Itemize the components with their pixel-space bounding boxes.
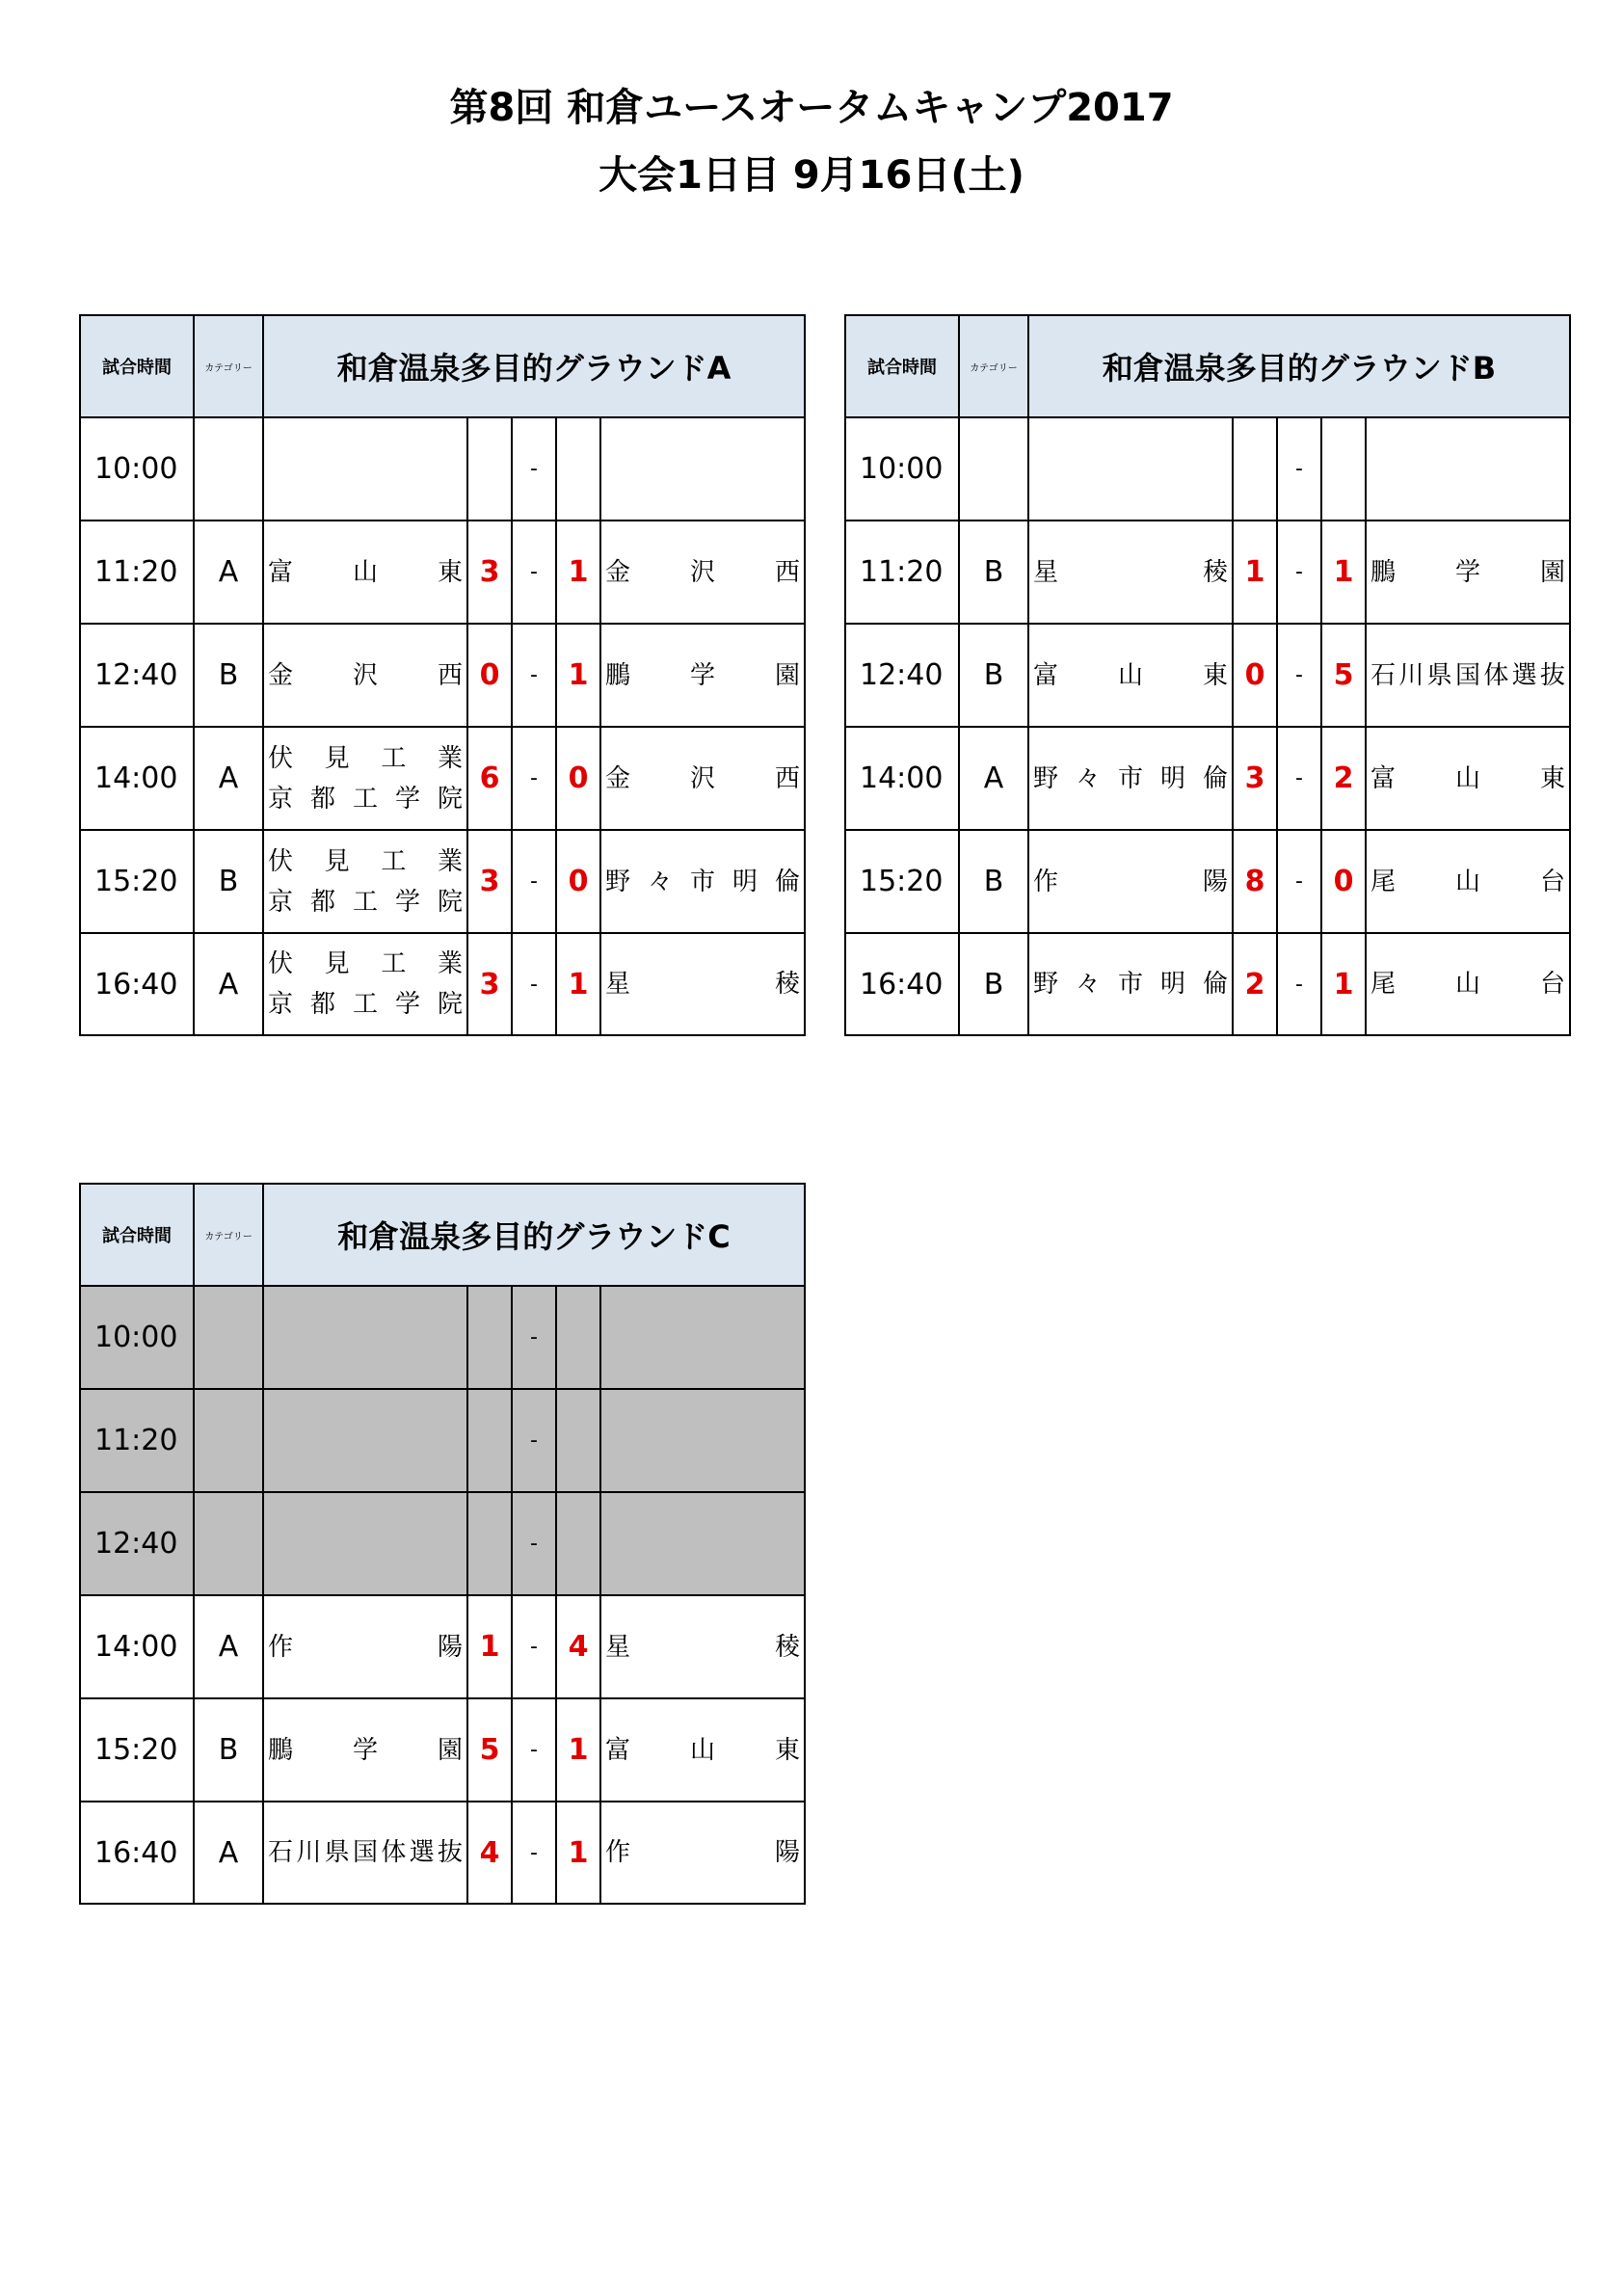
- away-score: [556, 1492, 600, 1595]
- score-separator: -: [512, 830, 556, 933]
- away-score: 1: [556, 933, 600, 1035]
- match-time: 15:20: [845, 830, 959, 933]
- home-team: [263, 1698, 467, 1802]
- match-row: [80, 417, 805, 521]
- team-name: 野 々 市 明 倫: [1033, 970, 1228, 999]
- away-score: 0: [1321, 830, 1366, 933]
- match-row: [845, 830, 1570, 933]
- score-separator: -: [512, 1492, 556, 1595]
- match-row: [80, 1389, 805, 1492]
- home-team: [1028, 727, 1233, 830]
- header-category: カテゴリー: [959, 315, 1028, 417]
- score-separator: -: [1277, 830, 1321, 933]
- team-name: 富 山 東: [1033, 660, 1228, 690]
- page-subtitle: 大会1日目 9月16日(土): [599, 153, 1024, 198]
- away-team: [600, 1389, 805, 1492]
- away-team: [1366, 933, 1570, 1035]
- score-separator: -: [512, 1286, 556, 1389]
- match-category: B: [959, 521, 1028, 624]
- home-score: 8: [1233, 830, 1277, 933]
- header-time: 試合時間: [80, 315, 194, 417]
- match-time: 15:20: [80, 1698, 194, 1802]
- score-separator: -: [512, 1595, 556, 1698]
- match-row: [845, 417, 1570, 521]
- away-team: [600, 521, 805, 624]
- home-team: [1028, 830, 1233, 933]
- home-score: 6: [467, 727, 512, 830]
- home-team: [263, 1389, 467, 1492]
- match-category: A: [194, 1802, 263, 1904]
- match-time: 14:00: [845, 727, 959, 830]
- team-name: 尾 山 台: [1370, 970, 1566, 999]
- score-separator: -: [1277, 933, 1321, 1035]
- match-category: B: [194, 1698, 263, 1802]
- team-name: 富 山 東: [605, 1735, 801, 1765]
- team-name: 金 沢 西: [268, 660, 463, 690]
- away-team: [600, 1595, 805, 1698]
- match-category: [194, 417, 263, 521]
- match-row: [80, 933, 805, 1035]
- header-time: 試合時間: [80, 1184, 194, 1286]
- ground-name: 和倉温泉多目的グラウンドC: [263, 1184, 805, 1286]
- home-score: 1: [467, 1595, 512, 1698]
- team-name: 野 々 市 明 倫: [1033, 763, 1228, 793]
- team-name: 尾 山 台: [1370, 867, 1566, 896]
- score-separator: -: [1277, 624, 1321, 727]
- away-team: [1366, 521, 1570, 624]
- home-team: [1028, 933, 1233, 1035]
- away-score: 1: [556, 1698, 600, 1802]
- away-team: [1366, 624, 1570, 727]
- home-score: 3: [467, 521, 512, 624]
- away-score: 0: [556, 727, 600, 830]
- home-team: [263, 417, 467, 521]
- match-category: B: [959, 933, 1028, 1035]
- away-team: [600, 1698, 805, 1802]
- match-time: 10:00: [845, 417, 959, 521]
- home-score: 5: [467, 1698, 512, 1802]
- home-team: [263, 933, 467, 1035]
- match-row: [845, 624, 1570, 727]
- away-score: [556, 1286, 600, 1389]
- away-team: [600, 624, 805, 727]
- away-score: 1: [556, 624, 600, 727]
- match-category: A: [194, 521, 263, 624]
- away-team: [600, 417, 805, 521]
- match-time: 16:40: [80, 933, 194, 1035]
- home-score: [467, 1389, 512, 1492]
- team-name: 京 都 工 学 院: [268, 990, 463, 1019]
- team-name: 鵬 学 園: [605, 660, 800, 690]
- match-time: 14:00: [80, 1595, 194, 1698]
- home-team: [263, 1286, 467, 1389]
- match-row: [80, 624, 805, 727]
- home-score: 0: [1233, 624, 1277, 727]
- ground-schedule-table: [79, 1183, 806, 1905]
- table-header: [80, 315, 805, 417]
- away-score: 1: [1321, 521, 1366, 624]
- home-score: 3: [1233, 727, 1277, 830]
- team-name: 野 々 市 明 倫: [605, 867, 800, 896]
- ground-name: 和倉温泉多目的グラウンドA: [263, 315, 805, 417]
- header-time: 試合時間: [845, 315, 959, 417]
- away-score: 4: [556, 1595, 600, 1698]
- match-category: A: [194, 1595, 263, 1698]
- away-team: [1366, 830, 1570, 933]
- match-category: [194, 1492, 263, 1595]
- team-name: 作 陽: [268, 1632, 463, 1662]
- team-name: 伏 見 工 業: [268, 846, 463, 876]
- away-score: 1: [556, 1802, 600, 1904]
- team-name: 京 都 工 学 院: [268, 784, 463, 814]
- away-team: [600, 1286, 805, 1389]
- match-time: 15:20: [80, 830, 194, 933]
- match-time: 10:00: [80, 1286, 194, 1389]
- home-team: [263, 1595, 467, 1698]
- home-team: [263, 1802, 467, 1904]
- team-name: 星 稜: [605, 970, 800, 999]
- table-header: [845, 315, 1570, 417]
- match-time: 12:40: [80, 1492, 194, 1595]
- table-header: [80, 1184, 805, 1286]
- ground-schedule-table: [79, 314, 806, 1036]
- team-name: 京 都 工 学 院: [268, 887, 463, 917]
- team-name: 鵬 学 園: [1370, 557, 1566, 587]
- away-team: [600, 1802, 805, 1904]
- home-team: [263, 830, 467, 933]
- match-time: 10:00: [80, 417, 194, 521]
- away-team: [600, 727, 805, 830]
- home-team: [1028, 417, 1233, 521]
- home-team: [263, 727, 467, 830]
- score-separator: -: [512, 521, 556, 624]
- match-row: [845, 521, 1570, 624]
- header-category: カテゴリー: [194, 1184, 263, 1286]
- score-separator: -: [1277, 727, 1321, 830]
- home-score: 3: [467, 933, 512, 1035]
- away-score: [1321, 417, 1366, 521]
- score-separator: -: [1277, 521, 1321, 624]
- home-score: 1: [1233, 521, 1277, 624]
- match-time: 11:20: [80, 1389, 194, 1492]
- home-score: 4: [467, 1802, 512, 1904]
- ground-schedule-table: [844, 314, 1571, 1036]
- match-category: [194, 1286, 263, 1389]
- header-category: カテゴリー: [194, 315, 263, 417]
- match-time: 16:40: [80, 1802, 194, 1904]
- home-team: [263, 624, 467, 727]
- ground-name: 和倉温泉多目的グラウンドB: [1028, 315, 1570, 417]
- team-name: 金 沢 西: [605, 557, 800, 587]
- home-team: [1028, 624, 1233, 727]
- match-category: A: [959, 727, 1028, 830]
- team-name: 星 稜: [1033, 557, 1228, 587]
- team-name: 富 山 東: [1370, 763, 1566, 793]
- team-name: 作 陽: [1033, 867, 1228, 896]
- home-score: 3: [467, 830, 512, 933]
- match-time: 11:20: [845, 521, 959, 624]
- match-time: 11:20: [80, 521, 194, 624]
- match-row: [845, 727, 1570, 830]
- away-score: 1: [556, 521, 600, 624]
- team-name: 星 稜: [605, 1632, 801, 1662]
- home-score: 2: [1233, 933, 1277, 1035]
- score-separator: -: [512, 933, 556, 1035]
- match-category: [194, 1389, 263, 1492]
- score-separator: -: [512, 727, 556, 830]
- match-row: [80, 1802, 805, 1904]
- team-name: 伏 見 工 業: [268, 949, 463, 978]
- match-category: A: [194, 727, 263, 830]
- away-team: [1366, 417, 1570, 521]
- home-score: [467, 1286, 512, 1389]
- match-time: 14:00: [80, 727, 194, 830]
- team-name: 作 陽: [605, 1838, 801, 1867]
- match-row: [80, 521, 805, 624]
- team-name: 鵬 学 園: [268, 1735, 463, 1765]
- match-category: [959, 417, 1028, 521]
- score-separator: -: [512, 1802, 556, 1904]
- team-name: 金 沢 西: [605, 763, 800, 793]
- page-title: 第8回 和倉ユースオータムキャンプ2017: [449, 86, 1174, 130]
- match-time: 12:40: [80, 624, 194, 727]
- match-row: [80, 1698, 805, 1802]
- team-name: 富 山 東: [268, 557, 463, 587]
- match-row: [80, 1595, 805, 1698]
- score-separator: -: [512, 624, 556, 727]
- home-score: [467, 1492, 512, 1595]
- away-score: 2: [1321, 727, 1366, 830]
- home-score: [1233, 417, 1277, 521]
- match-category: B: [959, 830, 1028, 933]
- away-team: [600, 830, 805, 933]
- match-row: [80, 830, 805, 933]
- team-name: 石 川 県 国 体 選 抜: [268, 1838, 463, 1867]
- score-separator: -: [512, 1389, 556, 1492]
- match-time: 16:40: [845, 933, 959, 1035]
- home-score: 0: [467, 624, 512, 727]
- home-team: [1028, 521, 1233, 624]
- home-score: [467, 417, 512, 521]
- team-name: 伏 見 工 業: [268, 743, 463, 773]
- match-category: B: [194, 830, 263, 933]
- home-team: [263, 521, 467, 624]
- match-row: [845, 933, 1570, 1035]
- match-row: [80, 1492, 805, 1595]
- score-separator: -: [512, 1698, 556, 1802]
- away-team: [600, 933, 805, 1035]
- away-team: [1366, 727, 1570, 830]
- match-row: [80, 1286, 805, 1389]
- match-category: B: [959, 624, 1028, 727]
- score-separator: -: [512, 417, 556, 521]
- team-name: 石 川 県 国 体 選 抜: [1370, 660, 1565, 690]
- away-team: [600, 1492, 805, 1595]
- match-category: A: [194, 933, 263, 1035]
- away-score: 1: [1321, 933, 1366, 1035]
- match-row: [80, 727, 805, 830]
- match-time: 12:40: [845, 624, 959, 727]
- away-score: 0: [556, 830, 600, 933]
- score-separator: -: [1277, 417, 1321, 521]
- match-category: B: [194, 624, 263, 727]
- home-team: [263, 1492, 467, 1595]
- away-score: [556, 1389, 600, 1492]
- away-score: [556, 417, 600, 521]
- away-score: 5: [1321, 624, 1366, 727]
